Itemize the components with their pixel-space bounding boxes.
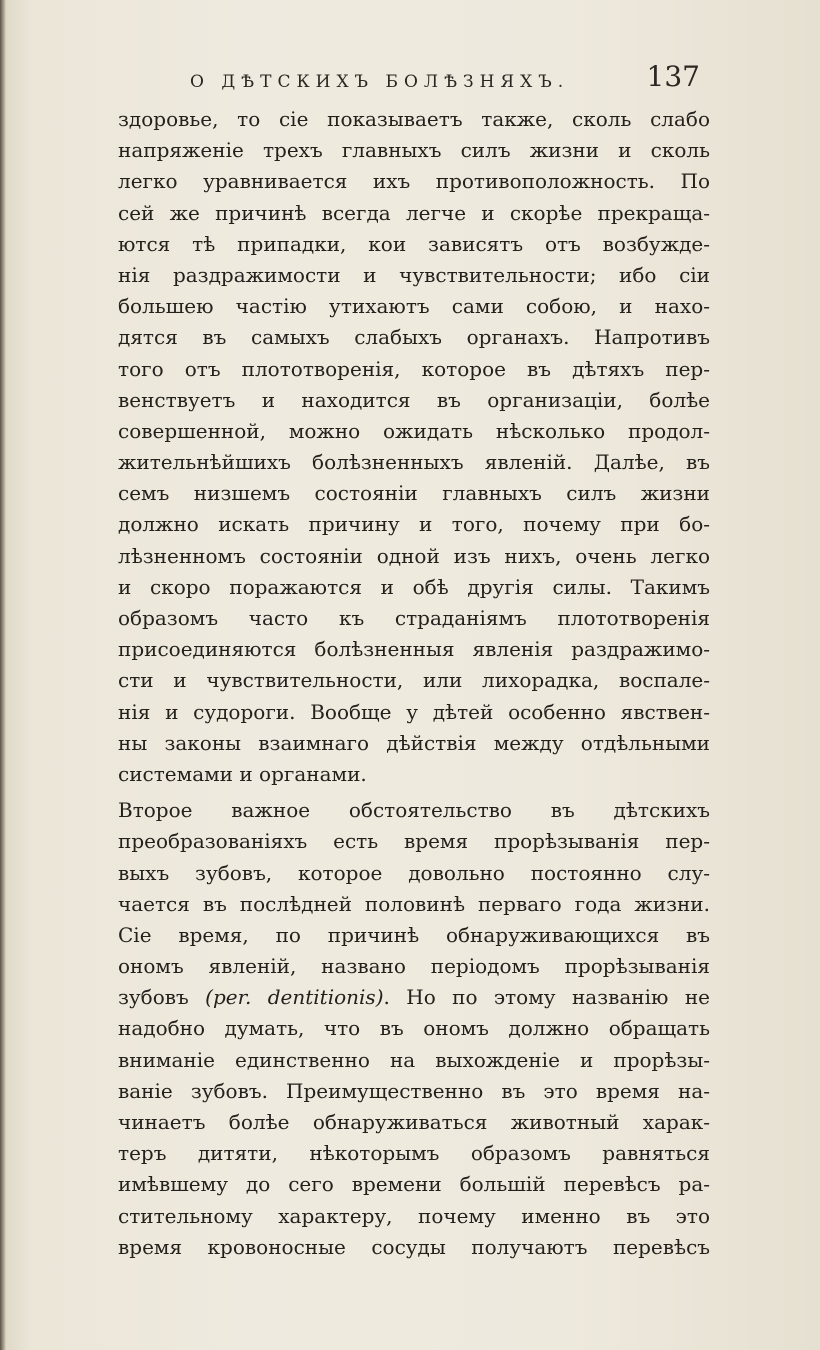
- text-line: образомъ часто къ страданіямъ плототворенія: [118, 606, 710, 630]
- text-line: системами и органами.: [118, 761, 367, 786]
- text-line: совершенной, можно ожидать нѣсколько продол-: [118, 418, 710, 443]
- text-line: сей же причинѣ всегда легче и скорѣе прекраща-: [118, 200, 710, 225]
- text-line: ются тѣ припадки, кои зависятъ отъ возбужде-: [118, 231, 710, 256]
- text-line: должно искать причину и того, почему при бо-: [118, 512, 710, 537]
- page-number: 137: [646, 60, 700, 93]
- text-line: легко уравнивается ихъ противоположность. По: [118, 169, 710, 194]
- text-line: большею частію утихаютъ сами собою, и нахо-: [118, 294, 710, 319]
- text-line: семъ низшемъ состояніи главныхъ силъ жизни: [118, 481, 710, 506]
- text-line: ономъ явленій, названо періодомъ прорѣзыванія: [118, 954, 710, 979]
- text-line: выхъ зубовъ, которое довольно постоянно слу-: [118, 860, 710, 885]
- text-line: вниманіе единственно на выхожденіе и прорѣзы-: [118, 1047, 710, 1072]
- text-line: здоровье, то сіе показываетъ также, сколь слабо: [118, 107, 710, 131]
- text-line: нія и судороги. Вообще у дѣтей особенно явствен-: [118, 699, 710, 724]
- text-line: того отъ плототворенія, которое въ дѣтяхъ пер-: [118, 356, 710, 381]
- text-line: чается въ послѣдней половинѣ перваго года жизни.: [118, 891, 710, 916]
- paragraph-2: [118, 795, 710, 1263]
- paragraph-1: [118, 104, 710, 790]
- text-line: ны законы взаимнаго дѣйствія между отдѣльными: [118, 730, 710, 755]
- text-line: дятся въ самыхъ слабыхъ органахъ. Напротивъ: [118, 325, 710, 350]
- text-line: жительнѣйшихъ болѣзненныхъ явленій. Далѣе, въ: [118, 450, 710, 475]
- text-line: Сіе время, по причинѣ обнаруживающихся въ: [118, 922, 710, 947]
- text-line: присоединяются болѣзненныя явленія раздражимо-: [118, 637, 710, 662]
- text-fragment: . Но по этому названію не: [383, 985, 711, 1010]
- text-line-with-latin: [118, 982, 710, 1013]
- text-line: напряженіе трехъ главныхъ силъ жизни и сколь: [118, 138, 710, 163]
- text-line: лѣзненномъ состояніи одной изъ нихъ, очень легко: [118, 543, 710, 568]
- text-line: имѣвшему до сего времени большій перевѣсъ ра-: [118, 1172, 710, 1197]
- text-line: теръ дитяти, нѣкоторымъ образомъ равняться: [118, 1141, 710, 1166]
- text-line: Второе важное обстоятельство въ дѣтскихъ: [118, 798, 710, 823]
- text-line: нія раздражимости и чувствительности; ибо сіи: [118, 262, 710, 287]
- running-title: О ДѢТСКИХЪ БОЛѢЗНЯХЪ.: [190, 72, 570, 92]
- text-line: сти и чувствительности, или лихорадка, воспале-: [118, 668, 710, 693]
- text-line: надобно думать, что въ ономъ должно обращать: [118, 1016, 710, 1041]
- text-line: преобразованіяхъ есть время прорѣзыванія пер-: [118, 829, 710, 854]
- text-line: чинаетъ болѣе обнаруживаться животный харак-: [118, 1110, 710, 1134]
- text-line: ваніе зубовъ. Преимущественно въ это время на-: [118, 1078, 710, 1103]
- text-fragment: зубовъ: [118, 985, 206, 1010]
- text-line: время кровоносные сосуды получаютъ перевѣсъ: [118, 1234, 710, 1259]
- page-header: [190, 60, 710, 100]
- text-line: стительному характеру, почему именно въ это: [118, 1203, 710, 1228]
- page-body: [118, 104, 710, 1263]
- page-spine-edge: [0, 0, 6, 1350]
- latin-term: (per. dentitionis): [205, 985, 384, 1010]
- text-line: и скоро поражаются и обѣ другія силы. Такимъ: [118, 574, 710, 599]
- text-line: венствуетъ и находится въ организаціи, болѣе: [118, 387, 710, 412]
